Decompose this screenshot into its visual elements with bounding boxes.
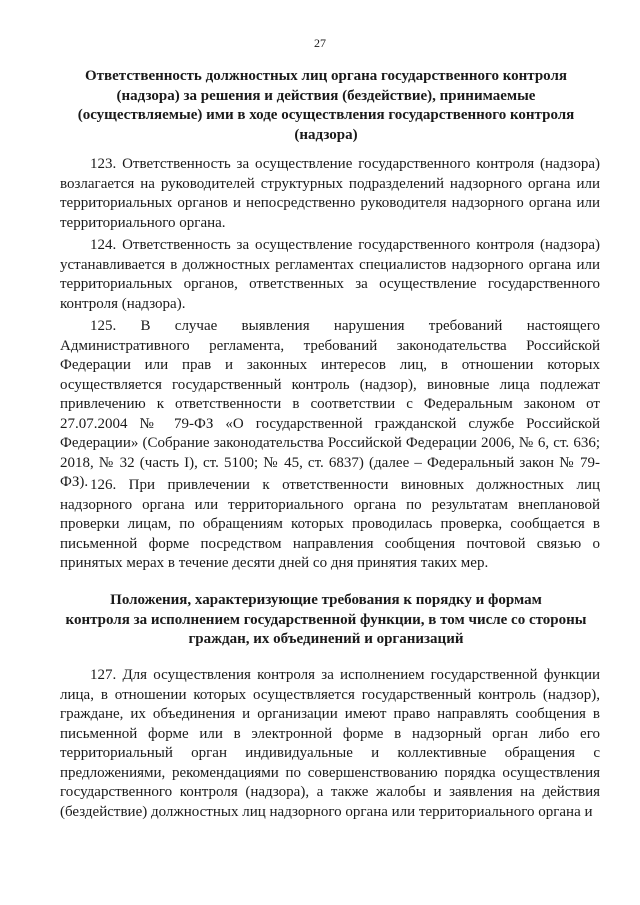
paragraph-127 <box>60 666 600 822</box>
page-number: 27 <box>314 36 326 50</box>
section-heading-control-requirements <box>60 591 592 650</box>
heading-line: Положения, характеризующие требования к порядку и формам <box>110 592 542 608</box>
paragraph-number: 127. <box>90 667 117 683</box>
paragraph-number: 125. <box>90 318 117 334</box>
heading-line: (надзора) за решения и действия (бездействие), принимаемые <box>116 87 536 104</box>
paragraph-number: 123. <box>90 156 117 172</box>
paragraph-123 <box>60 155 600 233</box>
paragraph-number: 124. <box>90 237 117 253</box>
paragraph-124 <box>60 236 600 314</box>
heading-line: (осуществляемые) ими в ходе осуществления государственного контроля <box>77 107 575 123</box>
paragraph-text: В случае выявления нарушения требований настоящего Административного регламента, требований законодательства Российской Федерации или прав и законных интересов лиц, в отношении которых осуществляется государственный контроль (надзор), виновные лица подлежат привлечению к ответственности в соответствии с Федеральным законом от 27.07.2004 № 79-ФЗ «О государственной гражданской службе Российской Федерации» (Собрание законодательства Российской Федерации 2006, № 6, ст. 636; 2018, № 32 (часть I), ст. 5100; № 45, ст. 6837) (далее – Федеральный закон № 79-ФЗ). <box>60 318 600 490</box>
paragraph-text: Ответственность за осуществление государственного контроля (надзора) возлагается на руководителей структурных подразделений надзорного органа или территориальных органов и непосредственно руководителя надзорного органа или территориального органа. <box>60 156 600 231</box>
paragraph-125 <box>60 317 600 493</box>
paragraph-text: Для осуществления контроля за исполнением государственной функции лица, в отношении которых осуществляется государственный контроль (надзор), граждане, их объединения и организации имеют право направлять сообщения в письменной форме или в электронной форме в надзорный орган либо его территориальный орган индивидуальные и коллективные обращения с предложениями, рекомендациями по совершенствованию порядка осуществления государственного контроля (надзора), а также жалобы и заявления на действия (бездействие) должностных лиц надзорного органа или территориального органа и <box>60 667 600 820</box>
heading-line: Ответственность должностных лиц органа государственного контроля <box>84 68 568 84</box>
paragraph-text: Ответственность за осуществление государственного контроля (надзора) устанавливается в должностных регламентах специалистов надзорного органа или территориальных органов, ответственных за осуществление государственного контроля (надзора). <box>60 237 600 312</box>
heading-line: граждан, их объединений и организаций <box>188 631 464 647</box>
section-heading-responsibility <box>60 67 592 145</box>
paragraph-126 <box>60 476 600 574</box>
heading-line: (надзора) <box>294 126 358 143</box>
paragraph-number: 126. <box>90 477 117 493</box>
heading-line: контроля за исполнением государственной функции, в том числе со стороны <box>65 611 587 628</box>
paragraph-text: При привлечении к ответственности виновных должностных лиц надзорного органа или территориального органа по результатам внеплановой проверки лицам, по обращениям которых проводилась проверка, сообщается в письменной форме посредством направления сообщения почтовой связью о принятых мерах в течение десяти дней со дня принятия таких мер. <box>60 477 600 571</box>
